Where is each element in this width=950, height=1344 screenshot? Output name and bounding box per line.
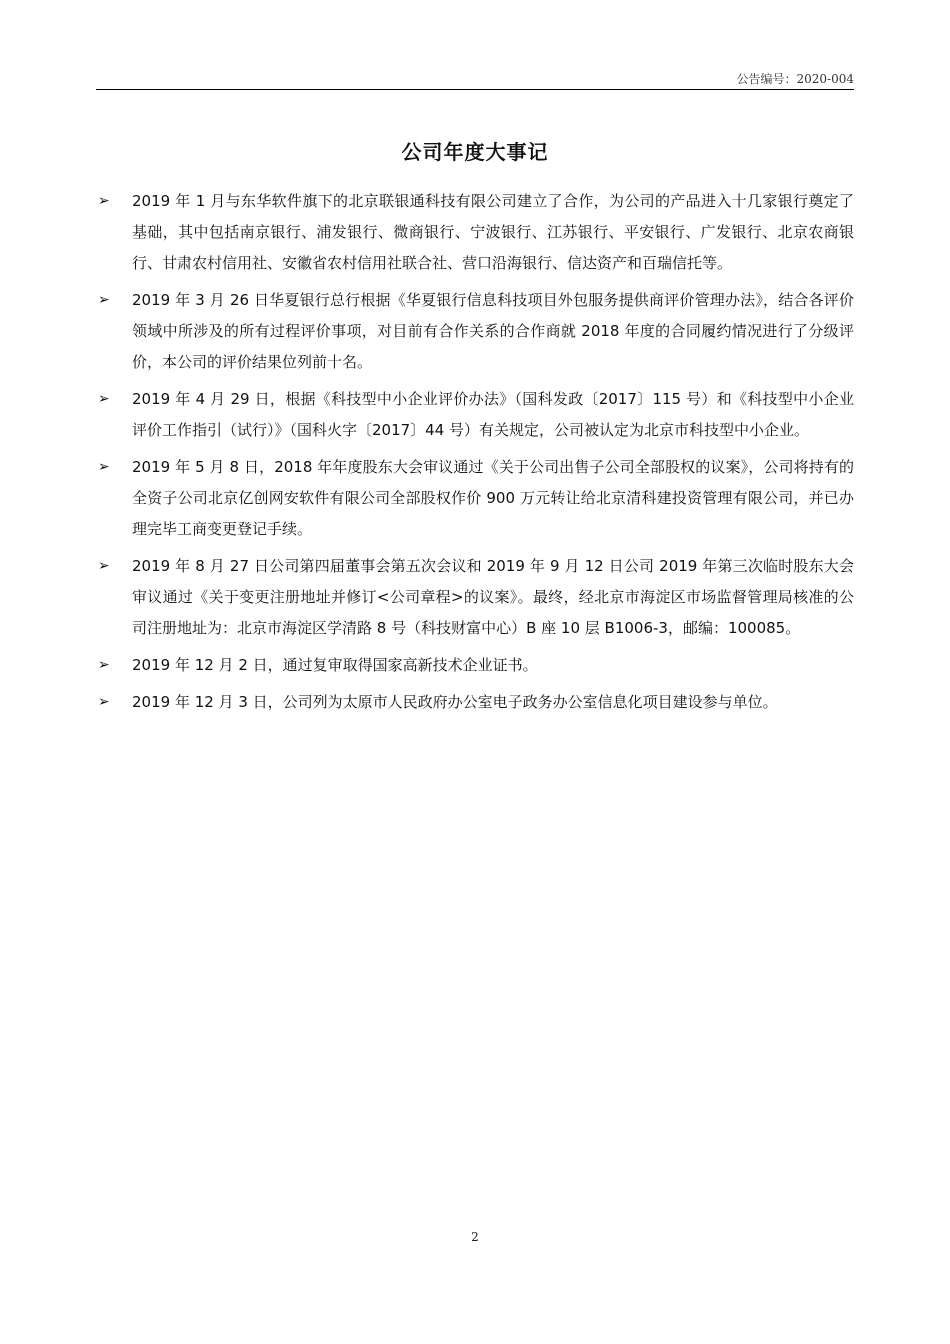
list-item [96,285,854,378]
arrow-bullet-icon: ➢ [98,558,110,574]
arrow-bullet-icon: ➢ [98,391,110,407]
arrow-bullet-icon: ➢ [98,292,110,308]
list-item [96,650,854,681]
event-text: 2019 年 1 月与东华软件旗下的北京联银通科技有限公司建立了合作，为公司的产品进入十几家银行奠定了基础，其中包括南京银行、浦发银行、微商银行、宁波银行、江苏银行、平安银行、广发银行、北京农商银行、甘肃农村信用社、安徽省农村信用社联合社、营口沿海银行、信达资产和百瑞信托等。 [132,192,854,272]
list-item [96,384,854,446]
arrow-bullet-icon: ➢ [98,459,110,475]
arrow-bullet-icon: ➢ [98,193,110,209]
event-text: 2019 年 12 月 2 日，通过复审取得国家高新技术企业证书。 [132,656,538,674]
event-text: 2019 年 12 月 3 日，公司列为太原市人民政府办公室电子政务办公室信息化项目建设参与单位。 [132,693,778,711]
event-text: 2019 年 3 月 26 日华夏银行总行根据《华夏银行信息科技项目外包服务提供商评价管理办法》，结合各评价领域中所涉及的所有过程评价事项，对目前有合作关系的合作商就 2018 年度的合同履约情况进行了分级评价，本公司的评价结果位列前十名。 [132,291,854,371]
event-text: 2019 年 5 月 8 日，2018 年年度股东大会审议通过《关于公司出售子公司全部股权的议案》，公司将持有的全资子公司北京亿创网安软件有限公司全部股权作价 900 万元转让给北京清科建投资管理有限公司，并已办理完毕工商变更登记手续。 [132,458,854,538]
event-list [96,186,854,724]
arrow-bullet-icon: ➢ [98,657,110,673]
announcement-number: 公告编号：2020-004 [736,72,854,86]
event-text: 2019 年 4 月 29 日，根据《科技型中小企业评价办法》（国科发政〔2017〕115 号）和《科技型中小企业评价工作指引（试行）》（国科火字〔2017〕44 号）有关规定，公司被认定为北京市科技型中小企业。 [132,390,854,439]
list-item [96,186,854,279]
event-text: 2019 年 8 月 27 日公司第四届董事会第五次会议和 2019 年 9 月 12 日公司 2019 年第三次临时股东大会审议通过《关于变更注册地址并修订<公司章程>的议案》。最终，经北京市海淀区市场监督管理局核准的公司注册地址为：北京市海淀区学清路 8 号（科技财富中心）B 座 10 层 B1006-3，邮编：100085。 [132,557,854,637]
page-number: 2 [471,1230,479,1244]
arrow-bullet-icon: ➢ [98,694,110,710]
list-item [96,551,854,644]
page-title: 公司年度大事记 [401,140,549,164]
list-item [96,452,854,545]
list-item [96,687,854,718]
header-divider [96,89,854,90]
